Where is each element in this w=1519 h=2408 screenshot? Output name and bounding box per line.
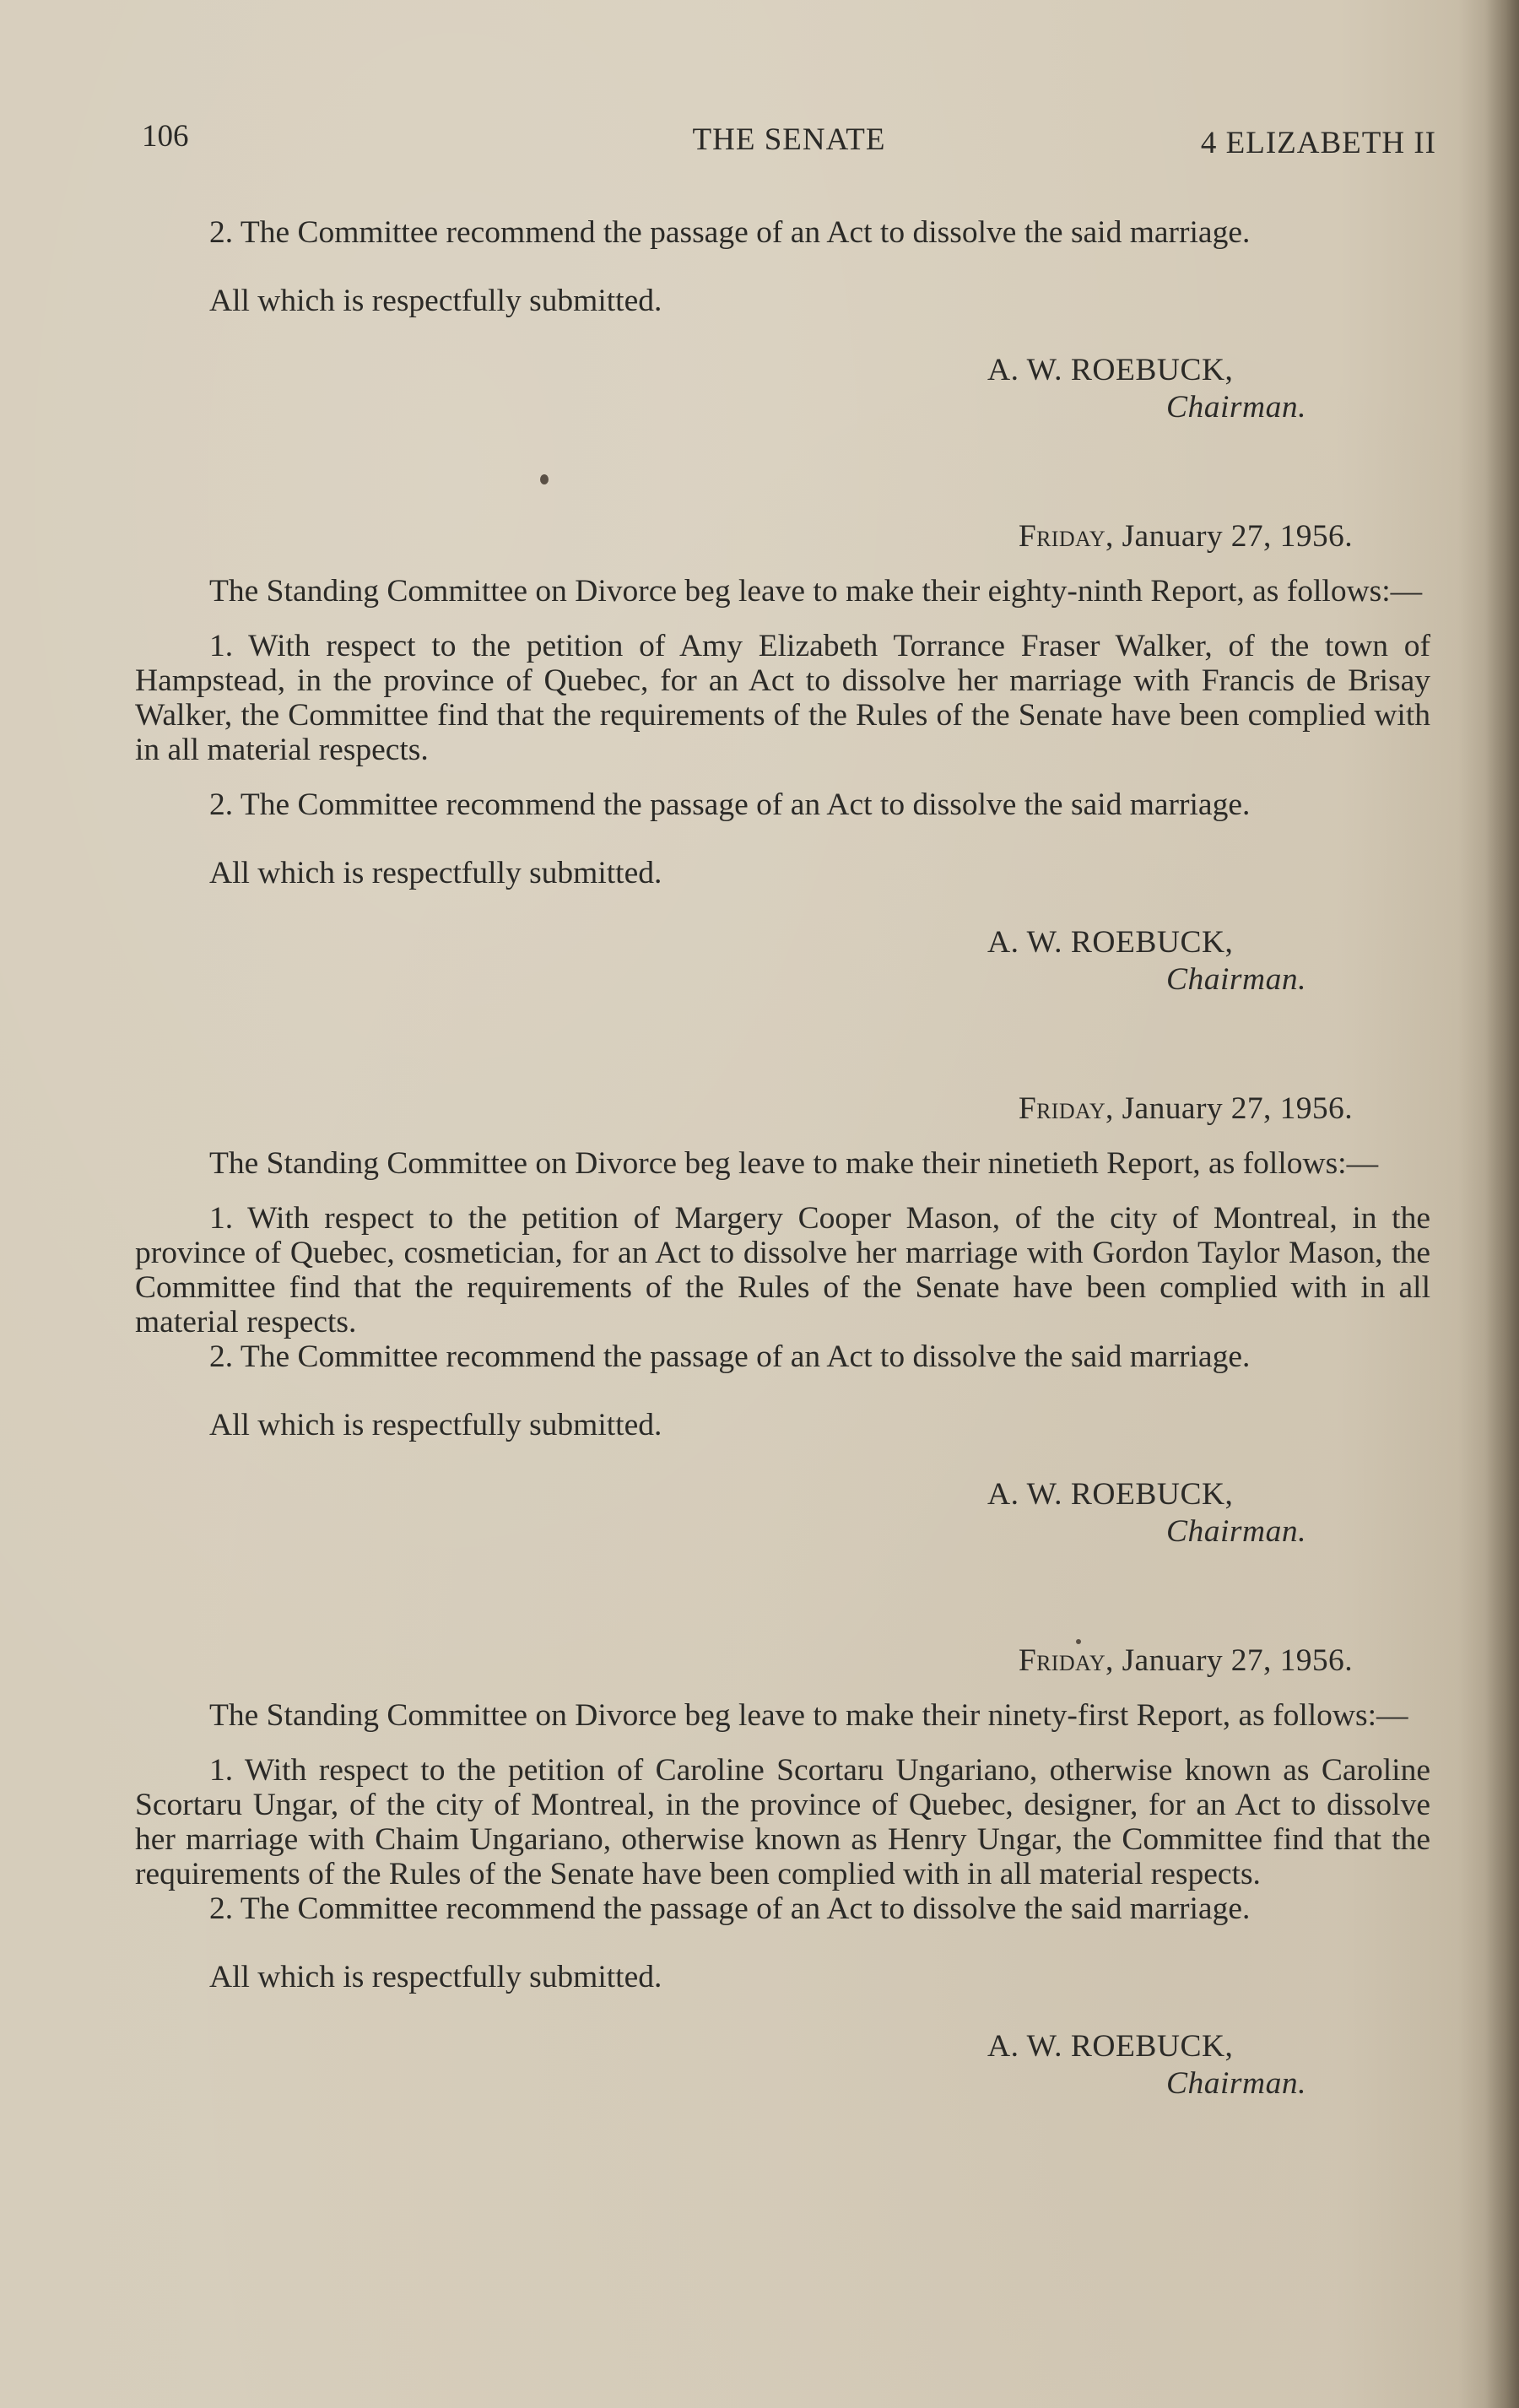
submitted-line: All which is respectfully submitted. xyxy=(209,1960,662,1994)
report-item-2: 2. The Committee recommend the passage of an Act to dissolve the said marriage. xyxy=(209,1339,1251,1374)
submitted-line: All which is respectfully submitted. xyxy=(209,1408,662,1442)
session-label: 4 ELIZABETH II xyxy=(1200,126,1436,160)
signer-name: A. W. ROEBUCK, xyxy=(987,353,1234,387)
document-body xyxy=(135,215,1430,2102)
report-item-1: 1. With respect to the petition of Margery Cooper Mason, of the city of Montreal, in the province of Quebec, cosmetician, for an Act to dissolve her marriage with Gordon Taylor Mason, the Committee find that the requirements of the Rules of the Senate have been complied with in all material respects. xyxy=(135,1201,1430,1339)
opening-report-tail xyxy=(135,215,1430,426)
report-ninety-first xyxy=(135,1643,1430,2102)
report-item-1: 1. With respect to the petition of Amy Elizabeth Torrance Fraser Walker, of the town of Hampstead, in the province of Quebec, for an Act to dissolve her marriage with Francis de Brisay Walker, the Committee find that the requirements of the Rules of the Senate have been complied with in all material respects. xyxy=(135,629,1430,767)
report-eighty-ninth xyxy=(135,519,1430,998)
submitted-line: All which is respectfully submitted. xyxy=(209,856,662,890)
signature-block xyxy=(987,2028,1430,2102)
signer-name: A. W. ROEBUCK, xyxy=(987,1477,1234,1512)
page-header xyxy=(142,118,1436,159)
signer-title: Chairman. xyxy=(1166,962,1306,997)
report-intro: The Standing Committee on Divorce beg leave to make their ninetieth Report, as follows:— xyxy=(209,1146,1379,1181)
report-intro: The Standing Committee on Divorce beg leave to make their ninety-first Report, as follows:— xyxy=(209,1698,1408,1733)
signature-block xyxy=(987,352,1430,426)
date-day: Friday xyxy=(1018,1091,1106,1126)
signer-title: Chairman. xyxy=(1166,390,1306,425)
signer-title: Chairman. xyxy=(1166,2066,1306,2101)
report-date xyxy=(135,519,1430,554)
signature-block xyxy=(987,1476,1430,1550)
signer-name: A. W. ROEBUCK, xyxy=(987,2029,1234,2064)
date-day: Friday xyxy=(1018,1643,1106,1678)
report-item-2: 2. The Committee recommend the passage of an Act to dissolve the said marriage. xyxy=(209,1891,1251,1926)
running-title: THE SENATE xyxy=(692,122,886,157)
report-date xyxy=(135,1643,1430,1678)
recommendation-paragraph: 2. The Committee recommend the passage of an Act to dissolve the said marriage. xyxy=(209,215,1251,250)
report-intro: The Standing Committee on Divorce beg leave to make their eighty-ninth Report, as follows:— xyxy=(209,574,1423,609)
report-item-1: 1. With respect to the petition of Caroline Scortaru Ungariano, otherwise known as Caroline Scortaru Ungar, of the city of Montreal, in the province of Quebec, designer, for an Act to dissolve her marriage with Chaim Ungariano, otherwise known as Henry Ungar, the Committee find that the requirements of the Rules of the Senate have been complied with in all material respects. xyxy=(135,1753,1430,1891)
report-item-2: 2. The Committee recommend the passage of an Act to dissolve the said marriage. xyxy=(209,787,1251,822)
date-rest: , January 27, 1956. xyxy=(1105,1091,1353,1126)
signer-name: A. W. ROEBUCK, xyxy=(987,925,1234,960)
signature-block xyxy=(987,924,1430,998)
date-day: Friday xyxy=(1018,519,1106,554)
page-edge-shadow xyxy=(1485,0,1519,2408)
signer-title: Chairman. xyxy=(1166,1514,1306,1549)
submitted-line: All which is respectfully submitted. xyxy=(209,284,662,318)
date-rest: , January 27, 1956. xyxy=(1105,519,1353,554)
report-ninetieth xyxy=(135,1091,1430,1550)
report-date xyxy=(135,1091,1430,1126)
page-number: 106 xyxy=(142,119,189,154)
date-rest: , January 27, 1956. xyxy=(1105,1643,1353,1678)
